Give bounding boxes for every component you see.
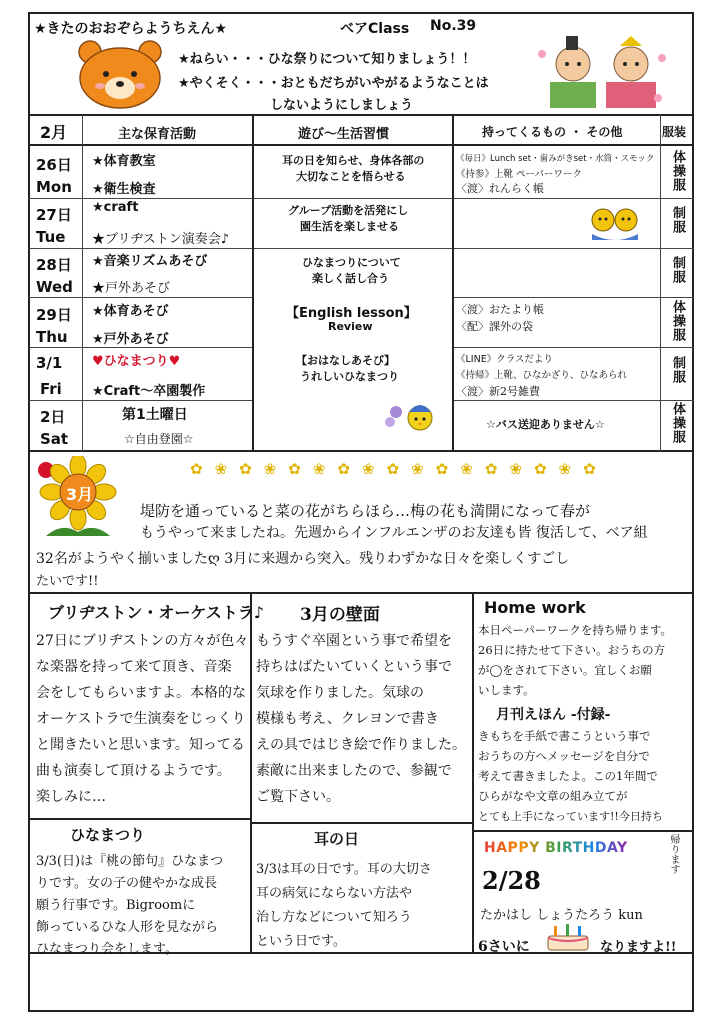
- wall-line: ご覧下さい。: [256, 789, 340, 805]
- march-text-line: 堤防を通っていると菜の花がちらほら…梅の花も満開になって春が: [140, 502, 591, 520]
- row-dow: Sat: [40, 430, 69, 448]
- issue-number: No.39: [430, 18, 477, 34]
- col-header-play: 遊び～生活習慣: [298, 127, 390, 142]
- birthday-divider: [472, 830, 694, 832]
- play-text: 【English lesson】: [286, 306, 417, 321]
- promise-text-2: しないようにしましょう: [270, 98, 414, 113]
- row-item: 〈渡〉新2号雑費: [456, 385, 540, 398]
- row-item: 《持帰》上靴、ひなかざり、ひなあられ: [456, 370, 628, 381]
- col-divider: [452, 114, 454, 452]
- orchestra-line: 27日にブリヂストンの方々が色々: [36, 633, 249, 649]
- homework-title: Home work: [484, 598, 586, 617]
- row-divider: [452, 347, 694, 348]
- hina-line: 願う行事です。Bigroomに: [36, 898, 196, 913]
- birthday-age: 6さいに: [478, 939, 530, 955]
- homework-line: いします。: [478, 683, 535, 697]
- wall-line: えの具ではじき絵で作りました。: [256, 737, 466, 753]
- bear-pair-icon: [588, 202, 642, 244]
- ehon-line: おうちの方へメッセージを自分で: [478, 749, 650, 763]
- row-divider: [452, 297, 694, 298]
- aim-text: ★ねらい・・・ひな祭りについて知りましょう！！: [178, 52, 476, 67]
- ear-title: 耳の日: [314, 830, 360, 848]
- orchestra-line: な楽器を持って来て頂き、音楽: [36, 659, 232, 675]
- birthday-date: 2/28: [482, 866, 541, 895]
- hina-line: りです。女の子の健やかな成長: [36, 876, 217, 891]
- chick-flowers-icon: [382, 392, 440, 442]
- row-activity-1: ★体育教室: [92, 154, 156, 169]
- row-activity-2: ★戸外あそび: [92, 281, 171, 296]
- table-bottom-divider: [28, 450, 694, 452]
- row-activity-1: ★体育あそび: [92, 304, 169, 319]
- row-clothes: 制服: [670, 256, 685, 284]
- row-item: 《持参》上靴 ペーパーワーク: [456, 169, 583, 180]
- ear-line: 治し方などについて知ろう: [256, 910, 412, 925]
- row-clothes: 体操服: [670, 402, 685, 444]
- table-header-divider: [28, 144, 694, 146]
- row-activity-1: ★音楽リズムあそび: [92, 254, 208, 269]
- row-dow: Fri: [40, 380, 62, 398]
- wall-line: 素敵に出来ましたので、参観で: [256, 763, 452, 779]
- row-date: 3/1: [36, 354, 63, 372]
- hina-line: 3/3(日)は『桃の節句』ひなまつ: [36, 854, 224, 869]
- row-clothes: 制服: [670, 356, 685, 384]
- birthday-age-suffix: なりますよ!!: [600, 940, 677, 955]
- play-text: 楽しく話し合う: [312, 272, 389, 285]
- birthday-cake-icon: [540, 922, 596, 952]
- col-divider: [660, 114, 661, 452]
- orchestra-line: オーケストラで生演奏をじっくり: [36, 711, 246, 727]
- homework-line: が◯をされて下さい。宜しくお願: [478, 663, 652, 677]
- ehon-line: 考えて書きましたよ。この1年間で: [478, 769, 658, 783]
- wall-line: 模様も考え、クレヨンで書き: [256, 711, 439, 727]
- ehon-line: とても上手になっています!!今日持ち: [478, 810, 663, 823]
- col-divider: [82, 114, 83, 452]
- hina-dolls-illustration: [538, 24, 668, 110]
- play-text: 大切なことを悟らせる: [296, 170, 406, 183]
- row-divider: [28, 198, 694, 199]
- play-text: グループ活動を活発にし: [288, 204, 409, 217]
- row-clothes: 制服: [670, 206, 685, 234]
- row-activity-2: ★ブリヂストン演奏会♪: [92, 232, 229, 247]
- play-text: ひなまつりについて: [302, 256, 401, 269]
- orchestra-title: ブリヂストン・オーケストラ♪: [48, 603, 264, 622]
- march-badge-label: 3月: [66, 485, 94, 504]
- birthday-name: たかはし しょうたろう kun: [480, 908, 643, 923]
- row-date: 27日: [36, 206, 72, 224]
- hina-line: 飾っているひな人形を見ながら: [36, 920, 219, 935]
- play-text: 【おはなしあそび】: [296, 354, 395, 367]
- bear-illustration: [72, 38, 168, 110]
- birthday-title-text: HAPPY BIRTHDAY: [484, 840, 628, 856]
- play-text: 園生活を楽しませる: [300, 220, 399, 233]
- row-divider: [28, 248, 694, 249]
- row-divider: [452, 400, 694, 401]
- school-name: ★きたのおおぞらようちえん★: [34, 21, 228, 37]
- hina-title: ひなまつり: [70, 826, 146, 844]
- ear-line: 耳の病気にならない方法や: [256, 886, 413, 901]
- play-text: 耳の日を知らせ、身体各部の: [282, 154, 425, 167]
- march-text-line: もうやって来ましたね。先週からインフルエンザのお友達も皆 復活して、ベア組: [140, 525, 648, 541]
- homework-line: 本日ペーパーワークを持ち帰ります。: [478, 623, 673, 637]
- section-divider: [28, 592, 694, 594]
- ehon-line: きもちを手紙で書こうという事で: [478, 729, 651, 743]
- row-activity-2: ★衛生検査: [92, 182, 156, 197]
- row-divider: [28, 400, 252, 401]
- orchestra-line: 会をしてもらいますよ。本格的な: [36, 685, 246, 701]
- ear-line: 3/3は耳の日です。耳の大切さ: [256, 862, 432, 877]
- row-item: 〈渡〉おたより帳: [456, 303, 544, 316]
- ehon-title: 月刊えほん -付録-: [496, 707, 611, 723]
- hina-divider: [28, 818, 250, 820]
- wall-line: 持ちはばたいていくという事で: [256, 659, 452, 675]
- ear-divider: [250, 822, 472, 824]
- ehon-side-note: 帰ります: [668, 834, 679, 874]
- orchestra-line: 楽しみに…: [36, 789, 106, 805]
- col-header-items: 持ってくるもの ・ その他: [482, 125, 623, 139]
- ear-line: という日です。: [256, 934, 346, 949]
- ehon-line: ひらがなや文章の組み立てが: [478, 789, 628, 803]
- row-date: 26日: [36, 156, 72, 174]
- row-item: 《LINE》クラスだより: [456, 354, 553, 365]
- bottom-col-divider: [472, 592, 474, 952]
- row-clothes: 体操服: [670, 300, 685, 342]
- promise-text-1: ★やくそく・・・おともだちがいやがるようなことは: [178, 76, 489, 91]
- col-divider: [252, 114, 254, 452]
- month-label: 2月: [40, 123, 68, 142]
- bottom-col-divider: [250, 592, 252, 952]
- row-activity-1: 第1土曜日: [122, 407, 188, 423]
- row-activity-2: ★Craft～卒園製作: [92, 384, 206, 399]
- col-header-activity: 主な保育活動: [118, 127, 197, 142]
- row-item: 〈渡〉れんらく帳: [456, 182, 544, 195]
- class-name: ベアClass: [340, 21, 410, 37]
- row-activity-1: ♥ひなまつり♥: [92, 354, 181, 369]
- wall-line: もうすぐ卒園という事で希望を: [256, 633, 452, 649]
- play-text: うれしいひなまつり: [300, 370, 399, 383]
- row-item: 《毎日》Lunch set・歯みがきset・水筒・スモック: [456, 154, 655, 164]
- orchestra-line: と聞きたいと思います。知ってる: [36, 737, 245, 753]
- play-text: Review: [328, 320, 373, 333]
- row-divider: [28, 297, 252, 298]
- row-date: 29日: [36, 306, 72, 324]
- row-dow: Thu: [36, 328, 68, 346]
- row-item: ☆バス送迎ありません☆: [486, 418, 605, 431]
- row-activity-2: ☆自由登園☆: [124, 432, 194, 446]
- march-text-line: たいです!!: [36, 574, 99, 589]
- march-text-line: 32名がようやく揃いましたღ 3月に来週から突入。残りわずかな日々を楽しくすごし: [36, 551, 570, 567]
- birthday-title: [484, 840, 628, 856]
- row-date: 28日: [36, 256, 72, 274]
- wall-title: 3月の壁面: [300, 605, 380, 625]
- row-dow: Wed: [36, 278, 73, 296]
- orchestra-line: 曲も演奏して頂けるようです。: [36, 763, 231, 779]
- row-item: 〈配〉課外の袋: [456, 320, 533, 333]
- hina-line: ひなまつり会をします。: [36, 942, 178, 957]
- butterfly-border-icon: ✿❀✿❀✿❀✿❀✿❀✿❀✿❀✿❀✿: [190, 460, 608, 478]
- row-divider: [28, 347, 252, 348]
- wall-line: 気球を作りました。気球の: [256, 685, 424, 701]
- row-date: 2日: [40, 408, 66, 426]
- row-activity-2: ★戸外あそび: [92, 332, 169, 347]
- row-clothes: 体操服: [670, 150, 685, 192]
- row-dow: Mon: [36, 178, 72, 196]
- row-dow: Tue: [36, 228, 66, 246]
- header-divider: [28, 114, 694, 116]
- homework-line: 26日に持たせて下さい。おうちの方: [478, 643, 666, 657]
- col-header-clothes: 服装: [662, 125, 687, 139]
- row-activity-1: ★craft: [92, 200, 139, 215]
